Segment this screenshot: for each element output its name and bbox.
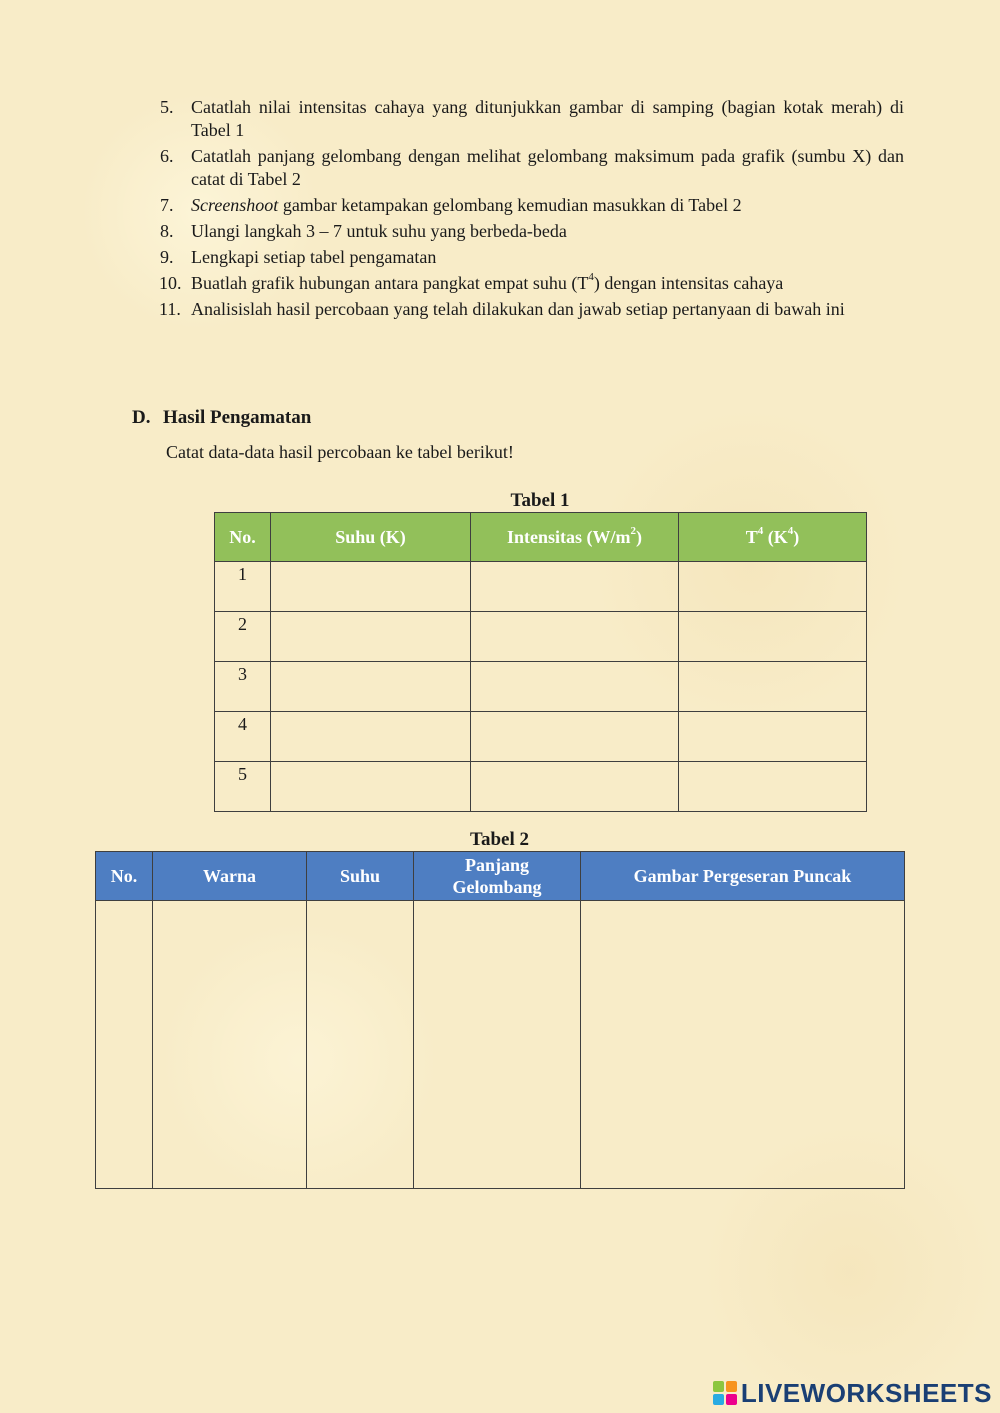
tabel2-header-warna: Warna [153, 852, 307, 901]
header-superscript: 2 [630, 524, 636, 537]
step-text: Ulangi langkah 3 – 7 untuk suhu yang berbeda-beda [191, 221, 567, 241]
tabel1-header-t4 [679, 513, 867, 562]
table-row [215, 612, 867, 662]
intro-text: Catat data-data hasil percobaan ke tabel berikut! [166, 442, 514, 462]
liveworksheets-logo [713, 1379, 992, 1407]
section-letter: D. [132, 407, 151, 428]
table-row [215, 562, 867, 612]
tabel1-header-no: No. [215, 513, 271, 562]
step-text-after: ) dengan intensitas cahaya [593, 273, 784, 293]
suhu-cell[interactable] [271, 762, 471, 812]
section-title: Hasil Pengamatan [163, 407, 312, 428]
header-text: (K [763, 526, 788, 547]
t4-cell[interactable] [679, 762, 867, 812]
steps-list [160, 96, 904, 324]
t4-cell[interactable] [679, 712, 867, 762]
step-text [191, 273, 783, 293]
gambar-cell[interactable] [581, 901, 905, 1189]
tabel2-header-suhu: Suhu [307, 852, 414, 901]
tabel1-caption: Tabel 1 [510, 490, 570, 511]
suhu-cell[interactable] [271, 712, 471, 762]
row-number: 3 [215, 662, 271, 712]
header-superscript: 4 [787, 524, 794, 537]
tabel2 [95, 851, 905, 1189]
tabel1-header-suhu: Suhu (K) [271, 513, 471, 562]
tabel2-header-no: No. [96, 852, 153, 901]
step-item [160, 96, 904, 142]
header-text: Intensitas (W/m [506, 526, 631, 547]
step-text: Catatlah nilai intensitas cahaya yang ditunjukkan gambar di samping (bagian kotak merah) di Tabel 1 [191, 97, 904, 140]
step-item [160, 246, 904, 269]
logo-square [713, 1381, 724, 1392]
intensitas-cell[interactable] [471, 662, 679, 712]
step-italic-term: Screenshoot [191, 195, 279, 215]
logo-text: LIVEWORKSHEETS [740, 1377, 992, 1408]
step-item [160, 145, 904, 191]
step-number: 8. [160, 221, 174, 241]
tabel2-header-gambar: Gambar Pergeseran Puncak [581, 852, 905, 901]
row-number: 4 [215, 712, 271, 762]
step-number: 10. [159, 273, 182, 293]
table-row [96, 901, 905, 1189]
step-text [191, 195, 742, 215]
step-item [160, 194, 904, 217]
t4-cell[interactable] [679, 662, 867, 712]
tabel1-header-row [215, 513, 867, 562]
step-number: 11. [159, 299, 181, 319]
header-text: ) [636, 526, 642, 547]
step-text-rest: gambar ketampakan gelombang kemudian masukkan di Tabel 2 [278, 195, 742, 215]
step-text: Catatlah panjang gelombang dengan melihat gelombang maksimum pada grafik (sumbu X) dan catat di Tabel 2 [191, 146, 904, 189]
warna-cell[interactable] [153, 901, 307, 1189]
intensitas-cell[interactable] [471, 712, 679, 762]
table-row [215, 712, 867, 762]
table-row [215, 662, 867, 712]
intensitas-cell[interactable] [471, 562, 679, 612]
t4-cell[interactable] [679, 562, 867, 612]
header-superscript: 4 [757, 524, 764, 537]
panjang-gelombang-cell[interactable] [414, 901, 581, 1189]
step-text-before: Buatlah grafik hubungan antara pangkat empat suhu (T [191, 273, 589, 293]
step-number: 6. [160, 146, 174, 166]
intensitas-cell[interactable] [471, 612, 679, 662]
step-item [160, 298, 904, 321]
step-superscript: 4 [588, 271, 594, 283]
step-number: 9. [160, 247, 174, 267]
header-line: Panjang [464, 855, 529, 875]
row-number: 1 [215, 562, 271, 612]
logo-mark-icon [713, 1381, 737, 1405]
suhu-cell[interactable] [271, 662, 471, 712]
step-item [160, 272, 904, 295]
step-number: 5. [160, 97, 174, 117]
logo-square [726, 1394, 737, 1405]
tabel2-header-panjang-gelombang [414, 852, 581, 901]
step-number: 7. [160, 195, 174, 215]
tabel2-caption: Tabel 2 [470, 829, 529, 850]
step-item [160, 220, 904, 243]
suhu-cell[interactable] [307, 901, 414, 1189]
tabel1 [214, 512, 867, 812]
row-number: 5 [215, 762, 271, 812]
header-text: T [745, 526, 758, 547]
tabel1-header-intensitas [471, 513, 679, 562]
tabel2-header-row [96, 852, 905, 901]
intensitas-cell[interactable] [471, 762, 679, 812]
suhu-cell[interactable] [271, 562, 471, 612]
step-text: Analisislah hasil percobaan yang telah dilakukan dan jawab setiap pertanyaan di bawah ini [191, 299, 845, 319]
table-row [215, 762, 867, 812]
step-text: Lengkapi setiap tabel pengamatan [191, 247, 437, 267]
no-cell[interactable] [96, 901, 153, 1189]
t4-cell[interactable] [679, 612, 867, 662]
logo-square [726, 1381, 737, 1392]
header-text: ) [793, 526, 800, 547]
row-number: 2 [215, 612, 271, 662]
suhu-cell[interactable] [271, 612, 471, 662]
logo-square [713, 1394, 724, 1405]
header-line: Gelombang [452, 877, 542, 897]
section-heading [132, 407, 311, 429]
